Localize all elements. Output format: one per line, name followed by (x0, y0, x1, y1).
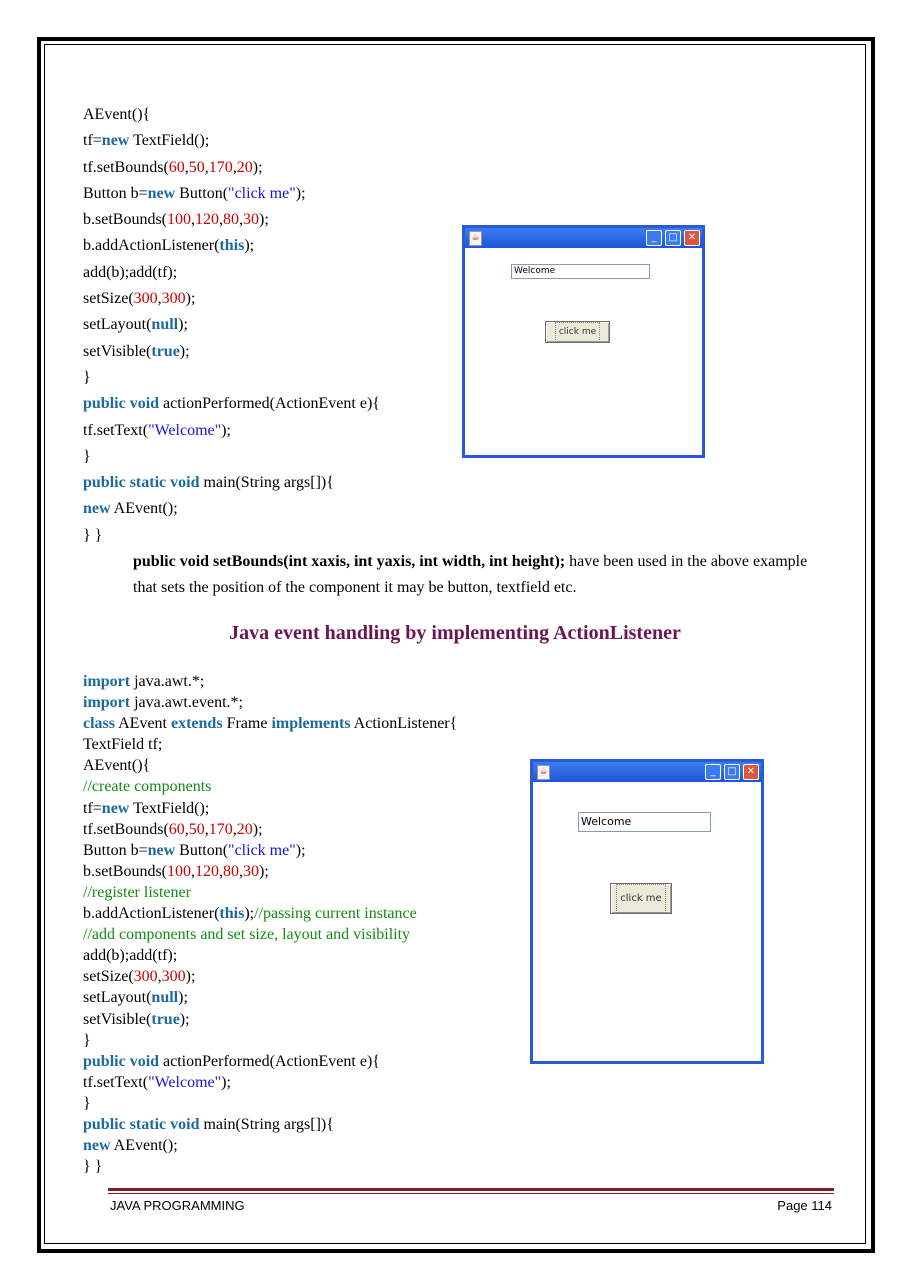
code-line (83, 776, 457, 797)
code-token: 20 (236, 158, 253, 176)
code-line (83, 470, 380, 496)
code-token: ActionListener{ (350, 715, 458, 733)
code-token: , (191, 211, 195, 229)
code-line (83, 840, 457, 861)
code-token: new (83, 1137, 111, 1155)
setbounds-note (133, 549, 813, 601)
code-token: add(b);add(tf); (83, 947, 178, 965)
code-token: 300 (133, 968, 158, 986)
code-line (83, 128, 380, 154)
minimize-icon[interactable]: _ (646, 230, 662, 246)
welcome-textfield[interactable]: Welcome (578, 812, 711, 832)
code-token: extends (171, 715, 223, 733)
code-token: class (83, 715, 115, 733)
code-token: b.setBounds( (83, 862, 167, 880)
code-token: 60 (168, 158, 185, 176)
code-token: 100 (167, 211, 191, 229)
code-token: ); (221, 1073, 231, 1091)
code-line (83, 692, 457, 713)
code-token: ); (295, 184, 306, 202)
note-text: have been used in the above example that sets the position of the component it may be button, textfield etc. (133, 553, 808, 596)
setbounds-signature: public void setBounds(int xaxis, int yaxis, int width, int height); (133, 553, 566, 570)
code-token: main(String args[]){ (199, 474, 334, 492)
code-line (83, 1030, 457, 1051)
code-token: } } (83, 1158, 103, 1176)
code-token: tf= (83, 132, 102, 150)
code-line (83, 523, 380, 549)
code-token: new (147, 184, 176, 202)
code-token: true (151, 342, 180, 360)
code-line (83, 945, 457, 966)
code-line (83, 861, 457, 882)
code-line (83, 286, 380, 312)
code-token: , (239, 862, 243, 880)
code-token: Button b= (83, 184, 148, 202)
code-line (83, 1135, 457, 1156)
code-token: ); (178, 316, 188, 334)
code-token: setVisible( (83, 1010, 152, 1028)
code-token: 170 (208, 820, 233, 838)
code-token: ); (252, 158, 263, 176)
code-token: ); (259, 211, 269, 229)
code-token: 100 (167, 862, 191, 880)
code-token: new (147, 841, 176, 859)
code-line (83, 312, 380, 338)
code-token: , (157, 290, 162, 308)
code-token: ); (185, 290, 196, 308)
code-token: 80 (223, 862, 239, 880)
code-token: , (232, 820, 237, 838)
code-line (83, 233, 380, 259)
code-line (83, 260, 380, 286)
code-line (83, 339, 380, 365)
footer-rule-thick (108, 1188, 834, 1191)
code-token: public void (83, 395, 160, 413)
app-window-screenshot-1 (462, 225, 705, 458)
code-line (83, 181, 380, 207)
code-token: actionPerformed(ActionEvent e){ (159, 395, 380, 413)
window-title-bar (533, 762, 761, 782)
code-token: "click me" (228, 841, 296, 859)
button-label: click me (616, 884, 665, 913)
code-token: ); (178, 989, 188, 1007)
code-token: this (219, 237, 245, 255)
code-token: TextField(); (129, 132, 210, 150)
code-token: import (83, 673, 131, 690)
code-token: , (184, 158, 189, 176)
maximize-icon[interactable]: □ (665, 230, 681, 246)
code-token: java.awt.event.*; (130, 694, 243, 712)
code-line (83, 1072, 457, 1093)
code-line (83, 1093, 457, 1114)
code-token: Button( (175, 184, 229, 202)
code-line (83, 391, 380, 417)
code-token: } (83, 447, 91, 465)
code-token: } (83, 368, 91, 386)
close-icon[interactable]: ✕ (684, 230, 700, 246)
code-line (83, 418, 380, 444)
code-token: b.addActionListener( (83, 237, 220, 255)
code-token: //add components and set size, layout and visibility (83, 926, 411, 944)
code-token: , (239, 211, 243, 229)
code-line (83, 987, 457, 1008)
code-token: AEvent(); (110, 500, 178, 518)
java-icon: ☕ (469, 231, 482, 246)
code-token: public void (83, 1052, 160, 1070)
code-token: true (151, 1010, 180, 1028)
code-token: TextField tf; (83, 736, 163, 754)
code-token: main(String args[]){ (199, 1115, 334, 1133)
app-window-screenshot-2 (530, 759, 764, 1064)
code-token: 30 (243, 211, 259, 229)
code-token: "Welcome" (148, 1073, 222, 1091)
footer-title: JAVA PROGRAMMING (110, 1198, 245, 1213)
code-token: AEvent (115, 715, 171, 733)
code-line (83, 671, 457, 692)
code-token: //register listener (83, 883, 191, 901)
code-token: 30 (243, 862, 259, 880)
button-label: click me (555, 322, 600, 342)
code-token: b.setBounds( (83, 211, 167, 229)
code-token: ); (295, 841, 306, 859)
code-token: 300 (133, 290, 158, 308)
code-token: 120 (195, 862, 219, 880)
code-token: "click me" (228, 184, 296, 202)
code-listing-2 (83, 671, 457, 1177)
code-token: , (191, 862, 195, 880)
code-token: 120 (195, 211, 219, 229)
code-token: Button( (175, 841, 229, 859)
code-token: new (101, 799, 130, 817)
code-line (83, 365, 380, 391)
code-token: "Welcome" (148, 421, 222, 439)
code-token: AEvent(){ (83, 106, 151, 123)
code-token: } (83, 1031, 91, 1049)
code-token: new (101, 132, 130, 150)
code-line (83, 1051, 457, 1072)
code-line (83, 755, 457, 776)
code-token: java.awt.*; (130, 673, 205, 690)
code-line (83, 734, 457, 755)
code-token: 50 (188, 158, 205, 176)
code-line (83, 924, 457, 945)
code-token: ); (259, 862, 269, 880)
maximize-icon[interactable]: □ (724, 764, 740, 780)
code-token: actionPerformed(ActionEvent e){ (159, 1052, 380, 1070)
code-line (83, 819, 457, 840)
click-me-button[interactable] (610, 883, 672, 914)
code-token: public static void (83, 474, 200, 492)
code-line (83, 1114, 457, 1135)
code-token: setLayout( (83, 316, 152, 334)
code-token: TextField(); (129, 799, 210, 817)
code-line (83, 1009, 457, 1030)
code-line (83, 903, 457, 924)
code-token: } } (83, 526, 103, 544)
code-token: this (219, 905, 245, 923)
code-line (83, 1156, 457, 1177)
code-line (83, 798, 457, 819)
code-token: 80 (223, 211, 239, 229)
code-listing-1 (83, 102, 380, 549)
code-token: //passing current instance (254, 905, 417, 923)
code-token: setLayout( (83, 989, 152, 1007)
code-token: tf.setBounds( (83, 158, 169, 176)
code-token: import (83, 694, 131, 712)
java-icon: ☕ (537, 765, 550, 780)
code-token: , (157, 968, 162, 986)
code-token: , (184, 820, 189, 838)
code-line (83, 496, 380, 522)
code-token: 300 (161, 968, 186, 986)
code-line (83, 155, 380, 181)
code-token: ); (221, 421, 231, 439)
code-token: ); (185, 968, 196, 986)
code-token: ); (179, 1010, 190, 1028)
code-line (83, 102, 380, 128)
code-token: null (151, 989, 179, 1007)
code-token: , (204, 820, 209, 838)
code-token: tf.setText( (83, 1073, 149, 1091)
code-line (83, 444, 380, 470)
code-token: //create components (83, 778, 212, 796)
code-token: tf.setText( (83, 421, 149, 439)
code-token: add(b);add(tf); (83, 263, 178, 281)
code-token: , (219, 862, 223, 880)
code-token: null (151, 316, 179, 334)
code-token: setSize( (83, 968, 134, 986)
code-line (83, 713, 457, 734)
code-token: ); (179, 342, 190, 360)
code-token: setSize( (83, 290, 134, 308)
click-me-button[interactable] (545, 321, 610, 343)
code-token: , (219, 211, 223, 229)
section-heading: Java event handling by implementing ActionListener (229, 622, 681, 644)
code-token: } (83, 1094, 91, 1112)
code-token: tf= (83, 799, 102, 817)
code-token: public static void (83, 1115, 200, 1133)
code-token: ); (252, 820, 263, 838)
code-token: Button b= (83, 841, 148, 859)
code-token: 50 (188, 820, 205, 838)
code-token: 20 (236, 820, 253, 838)
code-token: AEvent(){ (83, 757, 151, 775)
code-token: , (204, 158, 209, 176)
code-line (83, 966, 457, 987)
code-token: 170 (208, 158, 233, 176)
code-token: , (232, 158, 237, 176)
code-token: ); (244, 905, 255, 923)
code-token: 300 (161, 290, 186, 308)
code-token: 60 (168, 820, 185, 838)
code-token: b.addActionListener( (83, 905, 220, 923)
close-icon[interactable]: ✕ (743, 764, 759, 780)
minimize-icon[interactable]: _ (705, 764, 721, 780)
window-title-bar (465, 228, 702, 248)
welcome-textfield[interactable]: Welcome (511, 264, 650, 279)
code-token: tf.setBounds( (83, 820, 169, 838)
code-token: new (83, 500, 111, 518)
code-line (83, 882, 457, 903)
code-token: ); (244, 237, 255, 255)
page-number: Page 114 (777, 1198, 832, 1213)
code-line (83, 207, 380, 233)
code-token: Frame (222, 715, 272, 733)
code-token: AEvent(); (110, 1137, 178, 1155)
footer-rule-thin (108, 1193, 834, 1194)
code-token: implements (271, 715, 351, 733)
code-token: setVisible( (83, 342, 152, 360)
